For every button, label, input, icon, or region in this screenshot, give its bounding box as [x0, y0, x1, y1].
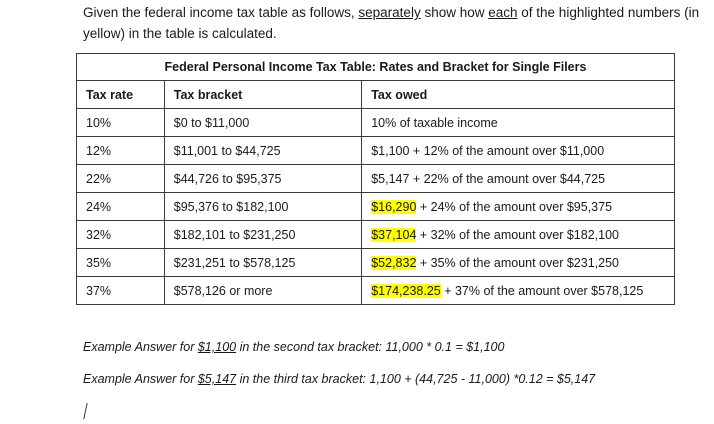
- cell-bracket: $231,251 to $578,125: [164, 249, 361, 277]
- cell-bracket: $578,126 or more: [164, 277, 361, 305]
- table-row: [77, 109, 675, 137]
- owed-text: 10% of taxable income: [371, 115, 498, 130]
- table-header-row: [77, 81, 675, 109]
- cell-bracket: $95,376 to $182,100: [164, 193, 361, 221]
- owed-text: $1,100 + 12% of the amount over $11,000: [371, 143, 605, 158]
- example-answer-2: [83, 372, 595, 386]
- table-title: Federal Personal Income Tax Table: Rates and Bracket for Single Filers: [77, 54, 675, 81]
- cell-bracket: $44,726 to $95,375: [164, 165, 361, 193]
- example-prefix: Example Answer for: [83, 340, 198, 354]
- cell-owed: [362, 277, 675, 305]
- cell-owed: [362, 137, 675, 165]
- cell-owed: [362, 193, 675, 221]
- owed-text: + 32% of the amount over $182,100: [416, 227, 619, 242]
- example-suffix: in the third tax bracket: 1,100 + (44,725 - 11,000) *0.12 = $5,147: [236, 372, 596, 386]
- cell-owed: [362, 109, 675, 137]
- cell-owed: [362, 165, 675, 193]
- table-row: [77, 249, 675, 277]
- table-title-row: [77, 54, 675, 81]
- cell-rate: 12%: [77, 137, 165, 165]
- tax-table: [76, 53, 675, 305]
- owed-text: + 24% of the amount over $95,375: [416, 199, 613, 214]
- table-row: [77, 277, 675, 305]
- instructions-paragraph: [83, 2, 708, 44]
- header-tax-owed: Tax owed: [362, 81, 675, 109]
- cell-bracket: $11,001 to $44,725: [164, 137, 361, 165]
- intro-text-3: of the highlighted numbers (in yellow) in the table is calculated.: [83, 5, 700, 41]
- cell-rate: 32%: [77, 221, 165, 249]
- header-tax-rate: Tax rate: [77, 81, 165, 109]
- cell-rate: 24%: [77, 193, 165, 221]
- table-row: [77, 165, 675, 193]
- highlighted-amount: $52,832: [371, 255, 417, 270]
- example-amount: $1,100: [197, 340, 237, 354]
- owed-text: + 37% of the amount over $578,125: [440, 283, 644, 298]
- cell-bracket: $0 to $11,000: [164, 109, 361, 137]
- cell-rate: 35%: [77, 249, 165, 277]
- table-row: [77, 193, 675, 221]
- cell-bracket: $182,101 to $231,250: [164, 221, 361, 249]
- example-answer-1: [83, 340, 504, 354]
- header-tax-bracket: Tax bracket: [164, 81, 361, 109]
- cell-rate: 22%: [77, 165, 165, 193]
- intro-separately: separately: [358, 5, 421, 20]
- example-amount: $5,147: [197, 372, 237, 386]
- owed-text: + 35% of the amount over $231,250: [416, 255, 619, 270]
- highlighted-amount: $37,104: [371, 227, 417, 242]
- owed-text: $5,147 + 22% of the amount over $44,725: [371, 171, 606, 186]
- intro-text-1: Given the federal income tax table as follows,: [83, 5, 359, 20]
- intro-text-2: show how: [420, 5, 489, 20]
- cell-rate: 37%: [77, 277, 165, 305]
- intro-each: each: [488, 5, 518, 20]
- table-row: [77, 221, 675, 249]
- cell-rate: 10%: [77, 109, 165, 137]
- table-row: [77, 137, 675, 165]
- highlighted-amount: $174,238.25: [371, 283, 441, 298]
- cell-owed: [362, 221, 675, 249]
- text-cursor[interactable]: [83, 403, 88, 419]
- cell-owed: [362, 249, 675, 277]
- example-prefix: Example Answer for: [83, 372, 198, 386]
- highlighted-amount: $16,290: [371, 199, 417, 214]
- example-suffix: in the second tax bracket: 11,000 * 0.1 = $1,100: [236, 340, 505, 354]
